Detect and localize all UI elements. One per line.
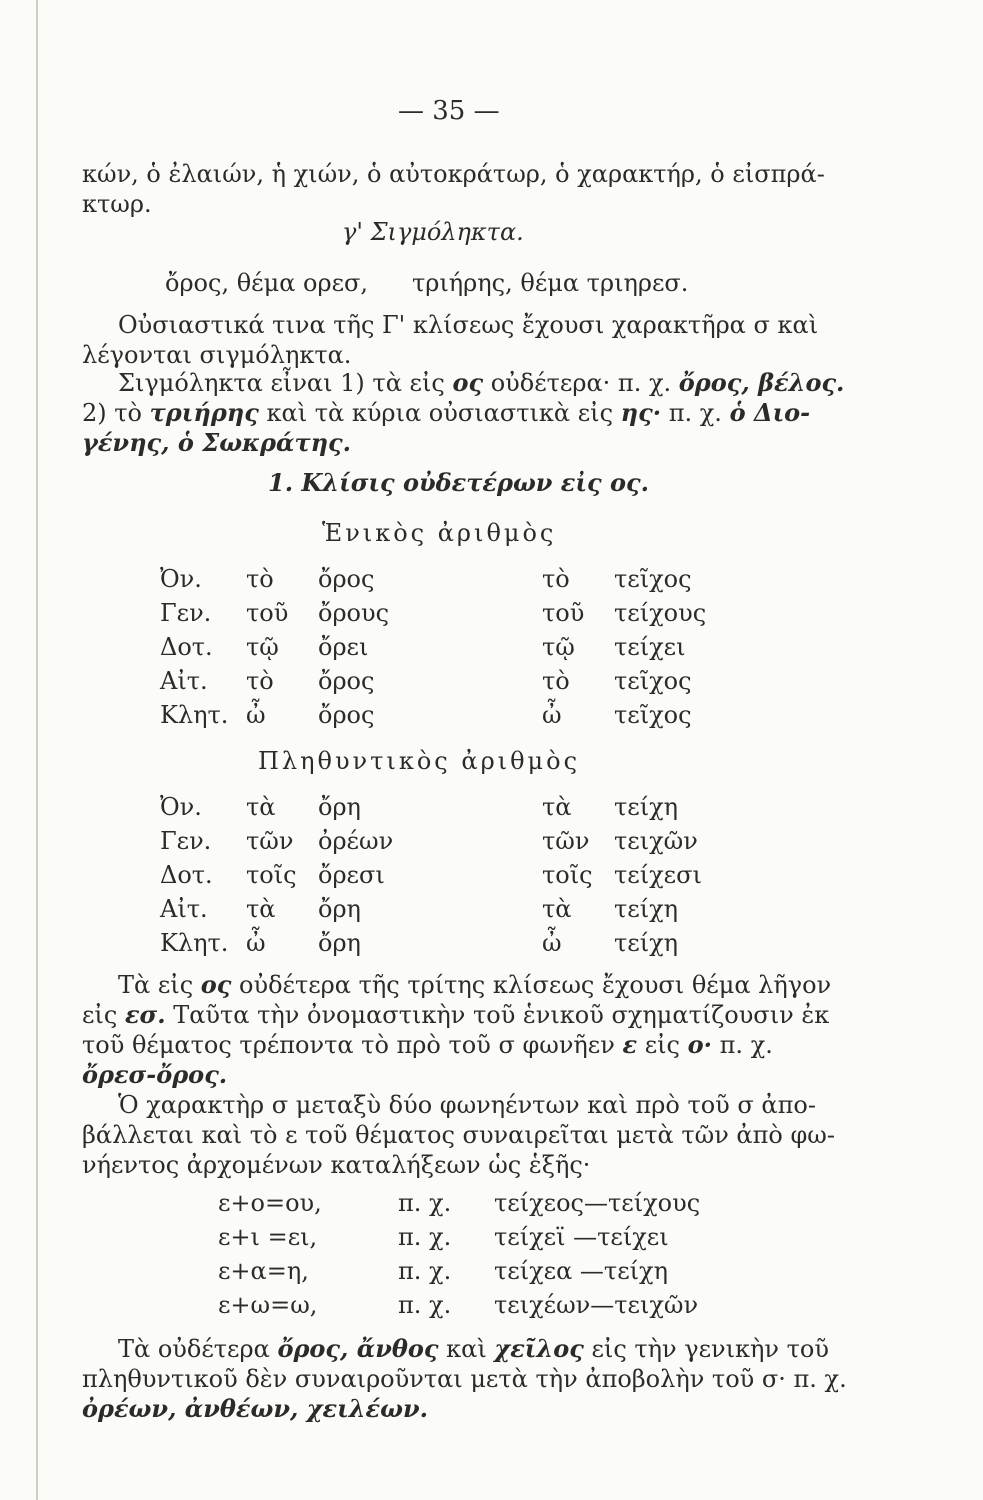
- article: τοῖς: [542, 861, 593, 889]
- article: τὰ: [246, 895, 276, 923]
- article: ὦ: [542, 929, 562, 957]
- word-oros: ὄρος: [318, 701, 375, 729]
- case-label: Ὀν.: [160, 793, 202, 821]
- para3-line-3: [82, 1030, 773, 1060]
- para2-text: 2) τὸ: [82, 399, 142, 427]
- word-teichos: τείχη: [614, 929, 679, 957]
- para2-text: Σιγμόληκτα εἶναι 1) τὰ εἰς: [118, 369, 445, 397]
- case-label: Αἰτ.: [160, 667, 208, 695]
- article: τοῦ: [246, 599, 289, 627]
- para3-text: εἰς: [82, 1001, 118, 1029]
- px-abbr: π. χ.: [398, 1257, 452, 1285]
- article: τὸ: [542, 667, 570, 695]
- word-oros: ὄρη: [318, 895, 361, 923]
- article: τὸ: [246, 667, 274, 695]
- word-oros: ὄρει: [318, 633, 369, 661]
- para5-line-3: ὀρέων, ἀνθέων, χειλέων.: [82, 1394, 428, 1423]
- para5-text: εἰς τὴν γενικὴν τοῦ: [591, 1335, 829, 1363]
- px-abbr: π. χ.: [398, 1291, 452, 1319]
- case-label: Γεν.: [160, 599, 212, 627]
- case-label: Κλητ.: [160, 929, 229, 957]
- theme-line-oros: ὄρος, θέμα ορεσ,: [165, 269, 369, 297]
- page-edge: [36, 0, 38, 1500]
- example: τείχεα —τείχη: [494, 1257, 668, 1285]
- example-words: ὄρος, ἄνθος: [277, 1334, 439, 1363]
- word-teichos: τειχῶν: [614, 827, 698, 855]
- para3-text: εἰς: [644, 1031, 680, 1059]
- article: τὸ: [246, 565, 274, 593]
- example: τειχέων—τειχῶν: [494, 1291, 699, 1319]
- example-words: ὄρος, βέλος.: [678, 368, 845, 397]
- rule: ε+α=η,: [218, 1257, 309, 1285]
- word-oros: ὄρη: [318, 929, 361, 957]
- para5-text: Τὰ οὐδέτερα: [118, 1335, 270, 1363]
- article: τῶν: [246, 827, 294, 855]
- para1-line-1: Οὐσιαστικά τινα τῆς Γ' κλίσεως ἔχουσι χαρακτῆρα σ καὶ: [118, 311, 819, 339]
- para2-line-1: [118, 368, 844, 398]
- article: τὰ: [542, 895, 572, 923]
- case-label: Ὀν.: [160, 565, 202, 593]
- px-abbr: π. χ.: [398, 1223, 452, 1251]
- para3-text: τοῦ θέματος τρέποντα τὸ πρὸ τοῦ σ φωνῆεν: [82, 1031, 615, 1059]
- word-oros: ὄρους: [318, 599, 390, 627]
- word-teichos: τείχεσι: [614, 861, 702, 889]
- word-teichos: τείχους: [614, 599, 707, 627]
- para4-line-1: Ὁ χαρακτὴρ σ μεταξὺ δύο φωνηέντων καὶ πρὸ τοῦ σ ἀπο-: [118, 1091, 816, 1119]
- word-teichos: τείχει: [614, 633, 686, 661]
- article: τὰ: [542, 793, 572, 821]
- article: ὦ: [542, 701, 562, 729]
- rule: ε+ο=ου,: [218, 1189, 322, 1217]
- para3-text: Ταῦτα τὴν ὀνομαστικὴν τοῦ ἑνικοῦ σχηματίζουσιν ἐκ: [173, 1001, 830, 1029]
- word-teichos: τεῖχος: [614, 667, 692, 695]
- para3-text: Τὰ εἰς: [118, 971, 194, 999]
- singular-title: Ἑνικὸς ἀριθμὸς: [322, 519, 557, 547]
- example-word: χεῖλος: [494, 1334, 584, 1363]
- word-oros: ὀρέων: [318, 827, 394, 855]
- para5-line-2: πληθυντικοῦ δὲν συναιροῦνται μετὰ τὴν ἀποβολὴν τοῦ σ· π. χ.: [82, 1365, 847, 1393]
- example-diogenes: ὁ Διο-: [729, 398, 811, 427]
- intro-line-2: κτωρ.: [82, 190, 152, 218]
- article: τοῦ: [542, 599, 585, 627]
- article: ὦ: [246, 929, 266, 957]
- word-oros: ὄρος: [318, 667, 375, 695]
- intro-line-1: κών, ὁ ἐλαιών, ἡ χιών, ὁ αὐτοκράτωρ, ὁ χαρακτήρ, ὁ εἰσπρά-: [82, 160, 825, 188]
- word-oros: ὄρος: [318, 565, 375, 593]
- para2-line-2: [82, 398, 810, 428]
- theme-es: εσ.: [124, 1000, 166, 1029]
- case-label: Γεν.: [160, 827, 212, 855]
- para3-text: π. χ.: [719, 1031, 773, 1059]
- word-teichos: τεῖχος: [614, 565, 692, 593]
- page-number: — 35 —: [398, 96, 500, 126]
- theme-line-trieres: τριήρης, θέμα τριηρεσ.: [412, 269, 689, 297]
- ending-os: ος: [452, 368, 484, 397]
- para3-line-1: [118, 970, 831, 1000]
- rule: ε+ι =ει,: [218, 1223, 318, 1251]
- example: τείχεϊ —τείχει: [494, 1223, 669, 1251]
- case-label: Αἰτ.: [160, 895, 208, 923]
- para3-text: οὐδέτερα τῆς τρίτης κλίσεως ἔχουσι θέμα λῆγον: [239, 971, 832, 999]
- word-oros: ὄρη: [318, 793, 361, 821]
- vowel-e: ε: [622, 1030, 638, 1059]
- para1-line-2: λέγονται σιγμόληκτα.: [82, 341, 352, 369]
- ending-os: ος: [200, 970, 232, 999]
- para5-line-1: [118, 1334, 829, 1364]
- word-oros: ὄρεσι: [318, 861, 385, 889]
- px-abbr: π. χ.: [398, 1189, 452, 1217]
- article: τοῖς: [246, 861, 297, 889]
- para2-line-3: γένης, ὁ Σωκράτης.: [82, 428, 352, 457]
- case-label: Κλητ.: [160, 701, 229, 729]
- para4-line-3: νήεντος ἀρχομένων καταλήξεων ὡς ἑξῆς·: [82, 1151, 591, 1179]
- article: τὰ: [246, 793, 276, 821]
- article: τῷ: [246, 633, 279, 661]
- article: τὸ: [542, 565, 570, 593]
- para5-text: καὶ: [446, 1335, 487, 1363]
- case-label: Δοτ.: [160, 861, 213, 889]
- word-teichos: τείχη: [614, 895, 679, 923]
- plural-title: Πληθυντικὸς ἀριθμὸς: [258, 747, 581, 775]
- case-label: Δοτ.: [160, 633, 213, 661]
- word-teichos: τείχη: [614, 793, 679, 821]
- para3-line-4: ὄρεσ-ὄρος.: [82, 1060, 228, 1089]
- article: τῶν: [542, 827, 590, 855]
- para2-text: οὐδέτερα· π. χ.: [490, 369, 672, 397]
- para3-line-2: [82, 1000, 829, 1030]
- section-heading: γ' Σιγμόληκτα.: [342, 218, 524, 246]
- article: ὦ: [246, 701, 266, 729]
- word-trieres: τριήρης: [149, 398, 259, 427]
- para2-text: καὶ τὰ κύρια οὐσιαστικὰ εἰς: [266, 399, 614, 427]
- para2-text: π. χ.: [668, 399, 722, 427]
- article: τῷ: [542, 633, 575, 661]
- rule: ε+ω=ω,: [218, 1291, 318, 1319]
- vowel-o: ο·: [687, 1030, 713, 1059]
- word-teichos: τεῖχος: [614, 701, 692, 729]
- subheading: 1. Κλίσις οὐδετέρων εἰς ος.: [268, 468, 649, 497]
- ending-es: ης·: [620, 398, 662, 427]
- para4-line-2: βάλλεται καὶ τὸ ε τοῦ θέματος συναιρεῖται μετὰ τῶν ἀπὸ φω-: [82, 1121, 835, 1149]
- example: τείχεος—τείχους: [494, 1189, 701, 1217]
